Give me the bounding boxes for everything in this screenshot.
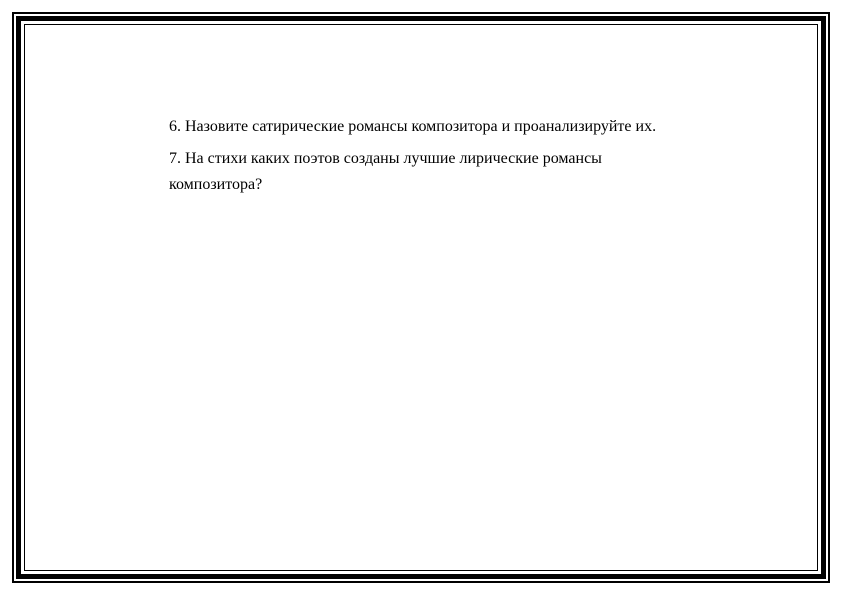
question-7: 7. На стихи каких поэтов созданы лучшие лирические романсы композитора? [169,150,602,193]
page-border-inner [24,24,818,571]
question-list [169,114,699,204]
question-6: 6. Назовите сатирические романсы композитора и проанализируйте их. [169,118,657,135]
